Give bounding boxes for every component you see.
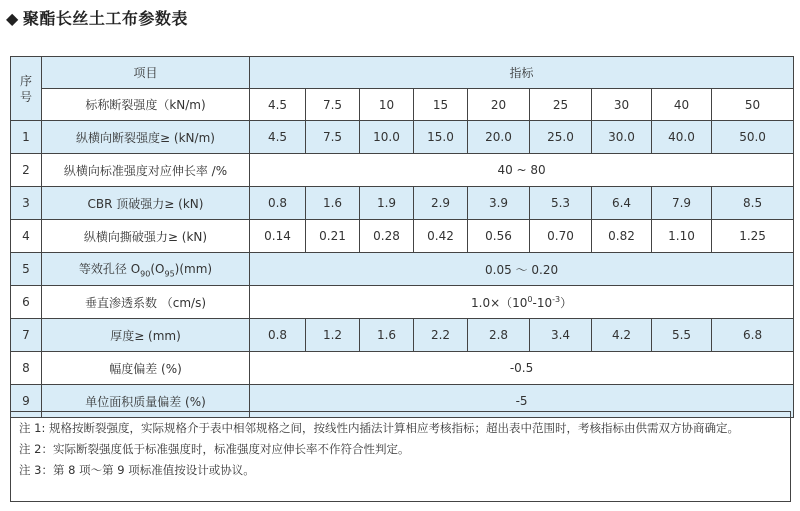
value-cell: 15.0 bbox=[414, 121, 468, 154]
item-cell: 幅度偏差 (%) bbox=[42, 352, 250, 385]
value-cell: 8.5 bbox=[712, 187, 794, 220]
value-cell: 30 bbox=[592, 89, 652, 121]
value-cell: 20 bbox=[468, 89, 530, 121]
item-header: 项目 bbox=[42, 57, 250, 89]
value-cell: 0.14 bbox=[250, 220, 306, 253]
table-row bbox=[11, 253, 794, 286]
index-header: 指标 bbox=[250, 57, 794, 89]
value-cell: 5.5 bbox=[652, 319, 712, 352]
header-row bbox=[11, 57, 794, 89]
span-value-cell: -0.5 bbox=[250, 352, 794, 385]
row-number: 9 bbox=[11, 385, 42, 418]
value-cell: 25 bbox=[530, 89, 592, 121]
diamond-icon: ◆ bbox=[6, 9, 19, 28]
span-value-cell bbox=[250, 286, 794, 319]
table-row bbox=[11, 121, 794, 154]
value-cell: 0.82 bbox=[592, 220, 652, 253]
value-cell: 0.21 bbox=[306, 220, 360, 253]
item-cell: 纵横向断裂强度≥ (kN/m) bbox=[42, 121, 250, 154]
page-title bbox=[6, 6, 188, 29]
table-row bbox=[11, 187, 794, 220]
item-text: (O bbox=[150, 261, 165, 276]
value-cell: 0.8 bbox=[250, 187, 306, 220]
table-row bbox=[11, 352, 794, 385]
item-cell: 标称断裂强度（kN/m) bbox=[42, 89, 250, 121]
item-cell: CBR 顶破强力≥ (kN) bbox=[42, 187, 250, 220]
value-cell: 3.4 bbox=[530, 319, 592, 352]
value-cell: 2.9 bbox=[414, 187, 468, 220]
seq-header bbox=[11, 57, 42, 121]
note-2: 注 2：实际断裂强度低于标准强度时，标准强度对应伸长率不作符合性判定。 bbox=[19, 442, 410, 456]
value-cell: 2.8 bbox=[468, 319, 530, 352]
value-text: 1.0×（10 bbox=[471, 295, 528, 310]
value-cell: 50 bbox=[712, 89, 794, 121]
seq-header-text: 序号 bbox=[20, 73, 33, 104]
value-cell: 40 bbox=[652, 89, 712, 121]
value-cell: 0.70 bbox=[530, 220, 592, 253]
row-number: 4 bbox=[11, 220, 42, 253]
row-number: 8 bbox=[11, 352, 42, 385]
value-cell: 1.10 bbox=[652, 220, 712, 253]
notes-box bbox=[10, 411, 791, 502]
value-cell: 0.42 bbox=[414, 220, 468, 253]
value-cell: 4.5 bbox=[250, 121, 306, 154]
value-cell: 1.9 bbox=[360, 187, 414, 220]
item-cell: 厚度≥ (mm) bbox=[42, 319, 250, 352]
value-cell: 4.5 bbox=[250, 89, 306, 121]
row-number: 5 bbox=[11, 253, 42, 286]
value-cell: 30.0 bbox=[592, 121, 652, 154]
value-cell: 7.5 bbox=[306, 89, 360, 121]
row-number: 6 bbox=[11, 286, 42, 319]
value-cell: 2.2 bbox=[414, 319, 468, 352]
value-cell: 1.6 bbox=[306, 187, 360, 220]
value-cell: 0.56 bbox=[468, 220, 530, 253]
value-cell: 20.0 bbox=[468, 121, 530, 154]
row-number: 7 bbox=[11, 319, 42, 352]
table-row bbox=[11, 220, 794, 253]
item-text: )(mm) bbox=[174, 261, 213, 276]
value-cell: 3.9 bbox=[468, 187, 530, 220]
row-number: 1 bbox=[11, 121, 42, 154]
subscript: 95 bbox=[164, 269, 175, 279]
value-cell: 10 bbox=[360, 89, 414, 121]
item-cell: 纵横向标准强度对应伸长率 /% bbox=[42, 154, 250, 187]
value-cell: 0.28 bbox=[360, 220, 414, 253]
value-cell: 4.2 bbox=[592, 319, 652, 352]
value-text: -10 bbox=[532, 295, 553, 310]
page-title-text: 聚酯长丝土工布参数表 bbox=[22, 9, 188, 28]
subscript: 90 bbox=[140, 269, 151, 279]
superscript: 0 bbox=[527, 294, 533, 304]
value-cell: 1.2 bbox=[306, 319, 360, 352]
item-cell bbox=[42, 253, 250, 286]
value-text: ） bbox=[560, 295, 573, 310]
table-row bbox=[11, 154, 794, 187]
value-cell: 1.6 bbox=[360, 319, 414, 352]
table-row bbox=[11, 319, 794, 352]
value-cell: 25.0 bbox=[530, 121, 592, 154]
value-cell: 15 bbox=[414, 89, 468, 121]
row-number: 3 bbox=[11, 187, 42, 220]
item-cell: 单位面积质量偏差 (%) bbox=[42, 385, 250, 418]
value-cell: 10.0 bbox=[360, 121, 414, 154]
span-value-cell: 40 ~ 80 bbox=[250, 154, 794, 187]
note-1: 注 1: 规格按断裂强度，实际规格介于表中相邻规格之间，按线性内插法计算相应考核指标；超出表中范围时，考核指标由供需双方协商确定。 bbox=[19, 421, 739, 435]
superscript: -3 bbox=[552, 294, 561, 304]
value-cell: 7.5 bbox=[306, 121, 360, 154]
span-value-cell: -5 bbox=[250, 385, 794, 418]
note-3: 注 3：第 8 项～第 9 项标准值按设计或协议。 bbox=[19, 463, 255, 477]
value-cell: 6.4 bbox=[592, 187, 652, 220]
spec-table bbox=[10, 56, 794, 418]
item-cell: 垂直渗透系数 （cm/s) bbox=[42, 286, 250, 319]
span-value-cell: 0.05 ～ 0.20 bbox=[250, 253, 794, 286]
value-cell: 50.0 bbox=[712, 121, 794, 154]
item-text: 等效孔径 O bbox=[78, 261, 141, 276]
row-number: 2 bbox=[11, 154, 42, 187]
value-cell: 6.8 bbox=[712, 319, 794, 352]
value-cell: 40.0 bbox=[652, 121, 712, 154]
item-cell: 纵横向撕破强力≥ (kN) bbox=[42, 220, 250, 253]
value-cell: 5.3 bbox=[530, 187, 592, 220]
table-row bbox=[11, 286, 794, 319]
value-cell: 7.9 bbox=[652, 187, 712, 220]
value-cell: 0.8 bbox=[250, 319, 306, 352]
table-row bbox=[11, 89, 794, 121]
value-cell: 1.25 bbox=[712, 220, 794, 253]
